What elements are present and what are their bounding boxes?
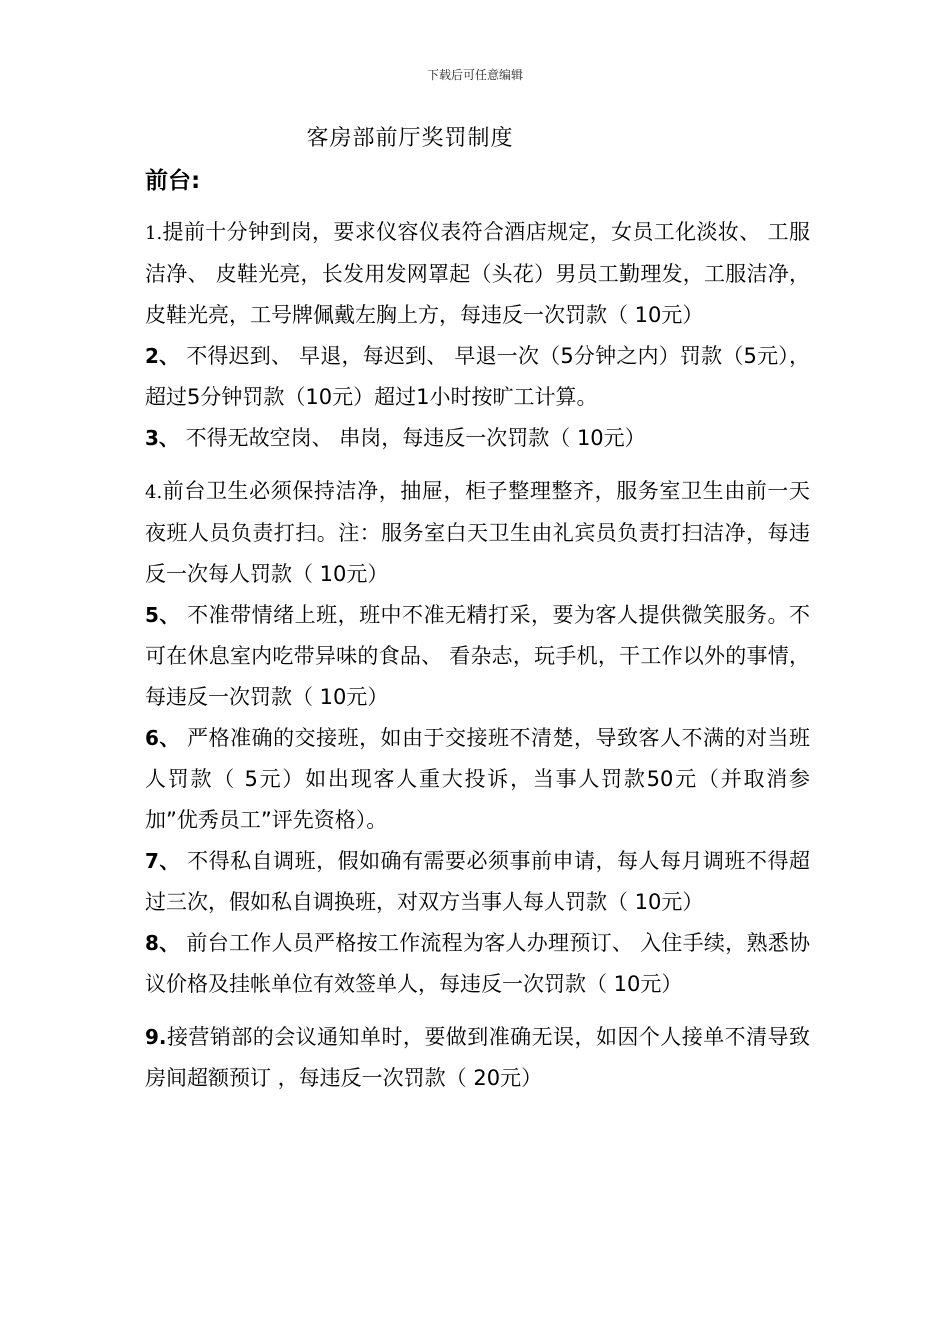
rule-4 — [145, 471, 810, 595]
rule-number: 4. — [145, 482, 163, 503]
rule-text: 前台卫生必须保持洁净，抽屉，柜子整理整齐，服务室卫生由前一天夜班人员负责打扫。注：服务室白天卫生由礼宾员负责打扫洁净，每违反一次每人罚款（ 10元） — [145, 479, 810, 586]
rule-text: 接营销部的会议通知单时，要做到准确无误，如因个人接单不清导致房间超额预订 ，每违反一次罚款（ 20元） — [145, 1025, 810, 1090]
rule-number: 5、 — [145, 603, 180, 627]
page-header-note: 下载后可任意编辑 — [426, 68, 523, 82]
rule-2 — [145, 336, 810, 418]
rule-3 — [145, 418, 810, 459]
section-heading-front-desk: 前台: — [145, 168, 201, 194]
rule-number: 9. — [145, 1025, 167, 1049]
rule-number: 2、 — [145, 344, 180, 368]
rule-6 — [145, 718, 810, 841]
document-title: 客房部前厅奖罚制度 — [306, 126, 514, 151]
rule-text: 严格准确的交接班，如由于交接班不清楚，导致客人不满的对当班人罚款（ 5元）如出现客人重大投诉，当事人罚款50元（并取消参加”优秀员工”评先资格）。 — [145, 726, 810, 832]
rules-list — [145, 212, 810, 1099]
rule-7 — [145, 841, 810, 923]
rule-number: 8、 — [145, 931, 180, 955]
rule-number: 3、 — [145, 426, 179, 450]
rule-text: 不准带情绪上班，班中不准无精打采，要为客人提供微笑服务。不可在休息室内吃带异味的食品、 看杂志，玩手机，干工作以外的事情，每违反一次罚款（ 10元） — [145, 603, 810, 709]
rule-5 — [145, 595, 810, 718]
rule-text: 不得私自调班，假如确有需要必须事前申请，每人每月调班不得超过三次，假如私自调换班，对双方当事人每人罚款（ 10元） — [145, 849, 810, 914]
rule-text: 前台工作人员严格按工作流程为客人办理预订、 入住手续，熟悉协议价格及挂帐单位有效签单人，每违反一次罚款（ 10元） — [145, 931, 810, 996]
rule-number: 7、 — [145, 849, 180, 873]
rule-text: 不得无故空岗、 串岗，每违反一次罚款（ 10元） — [178, 426, 646, 450]
rule-9 — [145, 1017, 810, 1099]
rule-1 — [145, 212, 810, 336]
rule-text: 提前十分钟到岗，要求仪容仪表符合酒店规定，女员工化淡妆、 工服洁净、 皮鞋光亮，长发用发网罩起（头花）男员工勤理发，工服洁净，皮鞋光亮，工号牌佩戴左胸上方，每违反一次罚款（ 10元） — [145, 220, 810, 327]
rule-number: 1. — [145, 223, 163, 244]
rule-8 — [145, 923, 810, 1005]
rule-text: 不得迟到、 早退，每迟到、 早退一次（5分钟之内）罚款（5元），超过5分钟罚款（10元）超过1小时按旷工计算。 — [145, 344, 810, 409]
rule-number: 6、 — [145, 726, 180, 750]
